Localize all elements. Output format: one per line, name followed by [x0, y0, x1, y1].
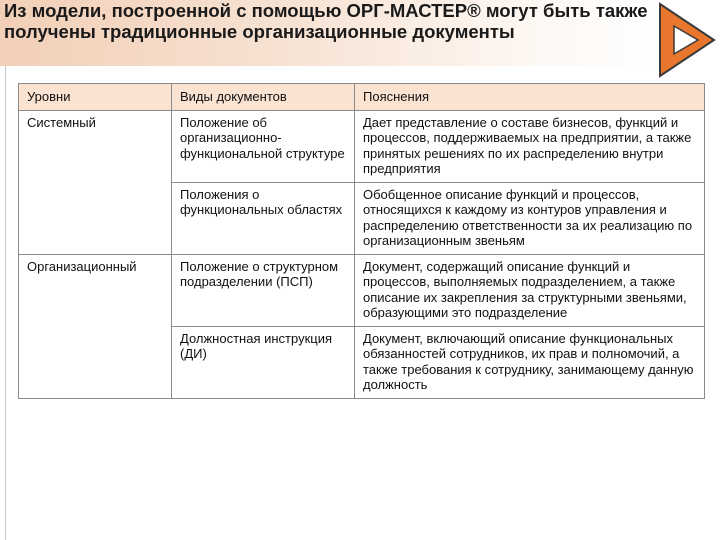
header-doc-types: Виды документов — [172, 84, 355, 111]
explanation-cell: Документ, включающий описание функциональных обязанностей сотрудников, их прав и полномочий, а также требования к сотруднику, занимающему данную должность — [355, 326, 705, 398]
documents-table — [18, 83, 705, 399]
doc-type-cell: Положение об организационно-функциональной структуре — [172, 110, 355, 182]
table-row — [19, 110, 705, 182]
level-cell: Системный — [19, 110, 172, 254]
left-rule — [5, 66, 6, 540]
table-row — [19, 254, 705, 326]
explanation-cell: Дает представление о составе бизнесов, функций и процессов, поддерживаемых на предприятии, а также принятых решениях по их распределению внутри предприятия — [355, 110, 705, 182]
header-explanations: Пояснения — [355, 84, 705, 111]
slide-title: Из модели, построенной с помощью ОРГ-МАСТЕР® могут быть также получены традиционные организационные документы — [4, 0, 648, 42]
doc-type-cell: Положения о функциональных областях — [172, 182, 355, 254]
triangle-logo-icon — [652, 0, 720, 80]
table-header-row — [19, 84, 705, 111]
doc-type-cell: Положение о структурном подразделении (ПСП) — [172, 254, 355, 326]
header-levels: Уровни — [19, 84, 172, 111]
explanation-cell: Обобщенное описание функций и процессов, относящихся к каждому из контуров управления и распределению ответственности за их реализацию по организационным звеньям — [355, 182, 705, 254]
level-cell: Организационный — [19, 254, 172, 398]
doc-type-cell: Должностная инструкция (ДИ) — [172, 326, 355, 398]
explanation-cell: Документ, содержащий описание функций и процессов, выполняемых подразделением, а также описание их закрепления за структурными звеньями, образующими это подразделение — [355, 254, 705, 326]
